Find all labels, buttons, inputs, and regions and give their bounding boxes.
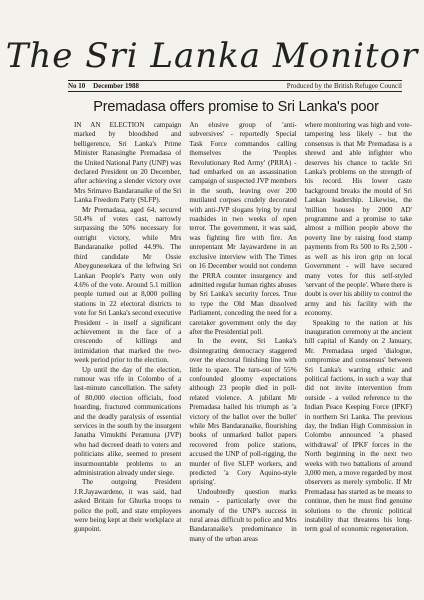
issue-producer: Produced by the British Refugee Council <box>286 82 402 90</box>
paragraph: The outgoing President J.R.Jayawardene, it was said, had asked Britain for Ghurka troops to police the poll, and state employees were being kept at their workplace at gunpoint. <box>74 478 182 534</box>
article-column-1 <box>74 121 181 593</box>
masthead-title: The Sri Lanka Monitor <box>5 36 419 76</box>
issue-info-line <box>68 81 402 91</box>
article-column-3 <box>305 121 412 593</box>
paragraph: Up until the day of the election, rumour was rife in Colombo of a last-minute cancellation. The safety of 80,000 election officials, food hoarding, fractured communications and the deadly paralysis of essential services in the south by the insurgent Janatha Vimukthi Peramuna (JVP) who had decreed death to voters and politicians alike, seemed to present insurmountable problems to an administration already under siege. <box>74 365 182 478</box>
paragraph: Mr Premadasa, aged 64, secured 50.4% of votes cast, narrowly surpassing the 50% necessary for outright victory, while Mrs Bandaranaike polled 44.9%. The third candidate Mr Ossie Abeygunesekara of the leftwing Sri Lankan People's Party won only 4.6% of the vote. Around 5.1 million people turned out at 8,000 polling stations in 22 electoral districts to vote for Sri Lanka's second executive President - in itself a significant achievement in the face of a crescendo of killings and intimidation that marked the two-week period prior to the election. <box>74 205 182 365</box>
article-body <box>74 121 412 593</box>
issue-number-date <box>68 81 145 91</box>
issue-number: No 10 <box>68 82 86 90</box>
issue-date: December 1988 <box>93 82 139 90</box>
paragraph: An elusive group of 'anti-subversives' - reportedly Special Task Force commandos calling themselves the 'Peoples Revolutionary Red Army' (PRRA) - had embarked on an assassination campaign of suspected JVP members in the south, leaving over 200 mutilated corpses crudely decorated with anti-JVP slogans lying by rural roadsides in two weeks of open terror. The government, it was said, was fighting fire with fire. An unrepentant Mr Jayawardene in an exclusive interview with The Times on 16 December would not condemn the PRRA counter insurgency and admitted regular human rights abuses by Sri Lanka's security forces. True to type the Old Man dissolved Parliament, conceding the need for a caretaker government only the day after the Presidential poll. <box>189 121 297 336</box>
article-column-2 <box>189 121 296 593</box>
masthead-rule-bottom <box>68 91 402 92</box>
paragraph: In the event, Sri Lanka's disintegrating democracy staggered over the electoral finishing line with little to spare. The turn-out of 55% confounded gloomy expectations although 23 people died in poll-related violence. A jubilant Mr Premadasa hailed his triumph as 'a victory of the ballot over the bullet' while Mrs Bandaranaike, flourishing books of unmarked ballot papers recovered from police stations, accused the UNP of poll-rigging, the murder of five SLFP workers, and predicted 'a Cory Aquino-style uprising'. <box>189 337 297 487</box>
paragraph: IN AN ELECTION campaign marked by bloodshed and belligerence, Sri Lanka's Prime Minister Ranasinghe Premadasa of the United National Party (UNP) was declared President on 20 December, after achieving a slender victory over Mrs Srimavo Bandaranaike of the Sri Lanka Freedom Party (SLFP). <box>74 121 182 205</box>
paragraph: Speaking to the nation at his inauguration ceremony at the ancient hill capital of Kandy on 2 January, Mr. Premadasa urged 'dialogue, compromise and consensus' between Sri Lanka's warring ethnic and political factions, in such a way that did not invite intervention from outside - a veiled reference to the Indian Peace Keeping Force (IPKF) in northern Sri Lanka. The previous day, the Indian High Commission in Colombo announced 'a phased withdrawal' of IPKF forces in the North beginning in the next two weeks with two battalions of around 3,000 men, a move regarded by most observers as merely symbolic. If Mr Premadasa has started as he means to continue, then he must find genuine solutions to the chronic political instability that threatens his long-term goal of economic regeneration. <box>304 318 412 534</box>
article-headline: Premadasa offers promise to Sri Lanka's poor <box>93 99 379 115</box>
paragraph: where monitoring was high and vote-tampering less likely - but the consensus is that Mr Premadasa is a shrewd and able infighter who deserves his chance to tackle Sri Lanka's problems on the strength of his record. His lower caste background breaks the mould of Sri Lankan leadership. Likewise, the 'million houses by 2000 AD' programme and a promise to take almost a million people above the poverty line by raising food stamp payments from Rs 500 to Rs 2,500 - as well as his iron grip on local Government - will have secured many votes for this self-styled 'servant of the people'. Where there is doubt is over his ability to control the army and his facility with the economy. <box>304 121 412 318</box>
paragraph: Undoubtedly question marks remain - particularly over the anomaly of the UNP's success in rural areas difficult to police and Mrs Bandaranaike's predominance in many of the urban areas <box>189 487 297 543</box>
